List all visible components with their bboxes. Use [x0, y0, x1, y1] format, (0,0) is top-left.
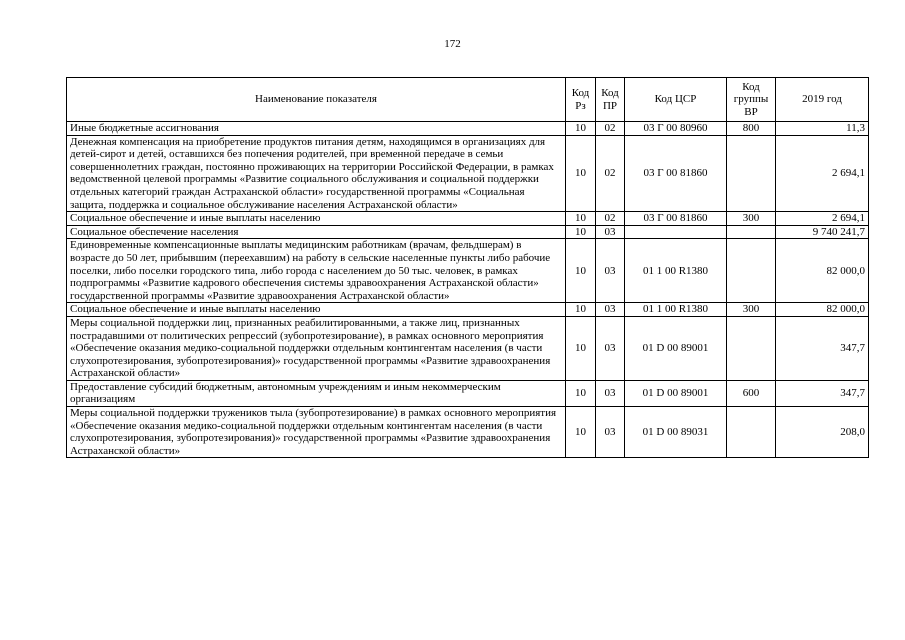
row-vr: 300 — [727, 212, 776, 226]
row-csr: 03 Г 00 81860 — [625, 212, 727, 226]
header-name: Наименование показателя — [67, 78, 566, 122]
row-rz: 10 — [566, 225, 596, 239]
row-vr: 600 — [727, 380, 776, 406]
row-name: Денежная компенсация на приобретение продуктов питания детям, находящимся в организациях для детей-сирот и детей, оставшихся без попечения родителей, при временной передаче в семьи совершеннолетних граждан, постоянно проживающих на территории Российской Федерации, в рамках ведомственной целевой программы «Развитие социального обслуживания и социальной поддержки отдельных категорий граждан Астраханской области» государственной программы «Социальная защита, поддержка и социальное обслуживание населения Астраханской области» — [67, 135, 566, 212]
row-rz: 10 — [566, 407, 596, 458]
row-csr: 01 D 00 89001 — [625, 316, 727, 380]
row-name: Социальное обеспечение и иные выплаты населению — [67, 303, 566, 317]
table-row — [67, 135, 869, 212]
row-pr: 03 — [596, 303, 625, 317]
row-name: Единовременные компенсационные выплаты медицинским работникам (врачам, фельдшерам) в возрасте до 50 лет, прибывшим (переехавшим) на работу в сельские населенные пункты либо рабочие поселки, либо поселки городского типа, либо города с населением до 50 тыс. человек, в рамках подпрограммы «Развитие кадрового обеспечения системы здравоохранения Астраханской области» государственной программы «Развитие здравоохранения Астраханской области» — [67, 239, 566, 303]
row-name: Социальное обеспечение и иные выплаты населению — [67, 212, 566, 226]
row-vr — [727, 239, 776, 303]
header-pr: Код ПР — [596, 78, 625, 122]
row-sum: 11,3 — [776, 122, 869, 136]
table-row — [67, 225, 869, 239]
row-rz: 10 — [566, 122, 596, 136]
table-row — [67, 407, 869, 458]
row-name: Иные бюджетные ассигнования — [67, 122, 566, 136]
header-year: 2019 год — [776, 78, 869, 122]
header-vr: Код группы ВР — [727, 78, 776, 122]
row-sum: 2 694,1 — [776, 135, 869, 212]
row-name: Социальное обеспечение населения — [67, 225, 566, 239]
row-csr — [625, 225, 727, 239]
row-pr: 02 — [596, 135, 625, 212]
row-vr: 300 — [727, 303, 776, 317]
row-name: Предоставление субсидий бюджетным, автономным учреждениям и иным некоммерческим организациям — [67, 380, 566, 406]
row-rz: 10 — [566, 239, 596, 303]
row-rz: 10 — [566, 380, 596, 406]
row-csr: 03 Г 00 80960 — [625, 122, 727, 136]
budget-table — [66, 77, 869, 458]
row-rz: 10 — [566, 212, 596, 226]
table-row — [67, 212, 869, 226]
row-rz: 10 — [566, 135, 596, 212]
row-pr: 02 — [596, 122, 625, 136]
row-name: Меры социальной поддержки лиц, признанных реабилитированными, а также лиц, признанных пострадавшими от политических репрессий (зубопротезирование), в рамках основного мероприятия «Обеспечение оказания медико-социальной поддержки отдельным контингентам населения (в части слухопротезирования, зубопротезирования)» государственной программы «Развитие здравоохранения Астраханской области» — [67, 316, 566, 380]
row-pr: 03 — [596, 407, 625, 458]
row-sum: 9 740 241,7 — [776, 225, 869, 239]
row-csr: 03 Г 00 81860 — [625, 135, 727, 212]
row-vr — [727, 316, 776, 380]
table-row — [67, 239, 869, 303]
row-pr: 03 — [596, 380, 625, 406]
table-row — [67, 303, 869, 317]
row-vr: 800 — [727, 122, 776, 136]
row-rz: 10 — [566, 316, 596, 380]
row-vr — [727, 225, 776, 239]
row-pr: 03 — [596, 316, 625, 380]
row-vr — [727, 407, 776, 458]
table-row — [67, 122, 869, 136]
row-sum: 208,0 — [776, 407, 869, 458]
row-rz: 10 — [566, 303, 596, 317]
row-name: Меры социальной поддержки тружеников тыла (зубопротезирование) в рамках основного мероприятия «Обеспечение оказания медико-социальной поддержки отдельным контингентам населения (в части слухопротезирования, зубопротезирования)» государственной программы «Развитие здравоохранения Астраханской области» — [67, 407, 566, 458]
header-rz: Код Рз — [566, 78, 596, 122]
row-csr: 01 1 00 R1380 — [625, 239, 727, 303]
row-sum: 347,7 — [776, 316, 869, 380]
row-csr: 01 1 00 R1380 — [625, 303, 727, 317]
page-number: 172 — [444, 38, 461, 50]
table-row — [67, 316, 869, 380]
table-row — [67, 380, 869, 406]
row-pr: 03 — [596, 239, 625, 303]
row-pr: 03 — [596, 225, 625, 239]
row-sum: 82 000,0 — [776, 239, 869, 303]
row-sum: 347,7 — [776, 380, 869, 406]
row-sum: 82 000,0 — [776, 303, 869, 317]
row-pr: 02 — [596, 212, 625, 226]
row-vr — [727, 135, 776, 212]
header-csr: Код ЦСР — [625, 78, 727, 122]
row-csr: 01 D 00 89031 — [625, 407, 727, 458]
table-header-row — [67, 78, 869, 122]
row-csr: 01 D 00 89001 — [625, 380, 727, 406]
row-sum: 2 694,1 — [776, 212, 869, 226]
